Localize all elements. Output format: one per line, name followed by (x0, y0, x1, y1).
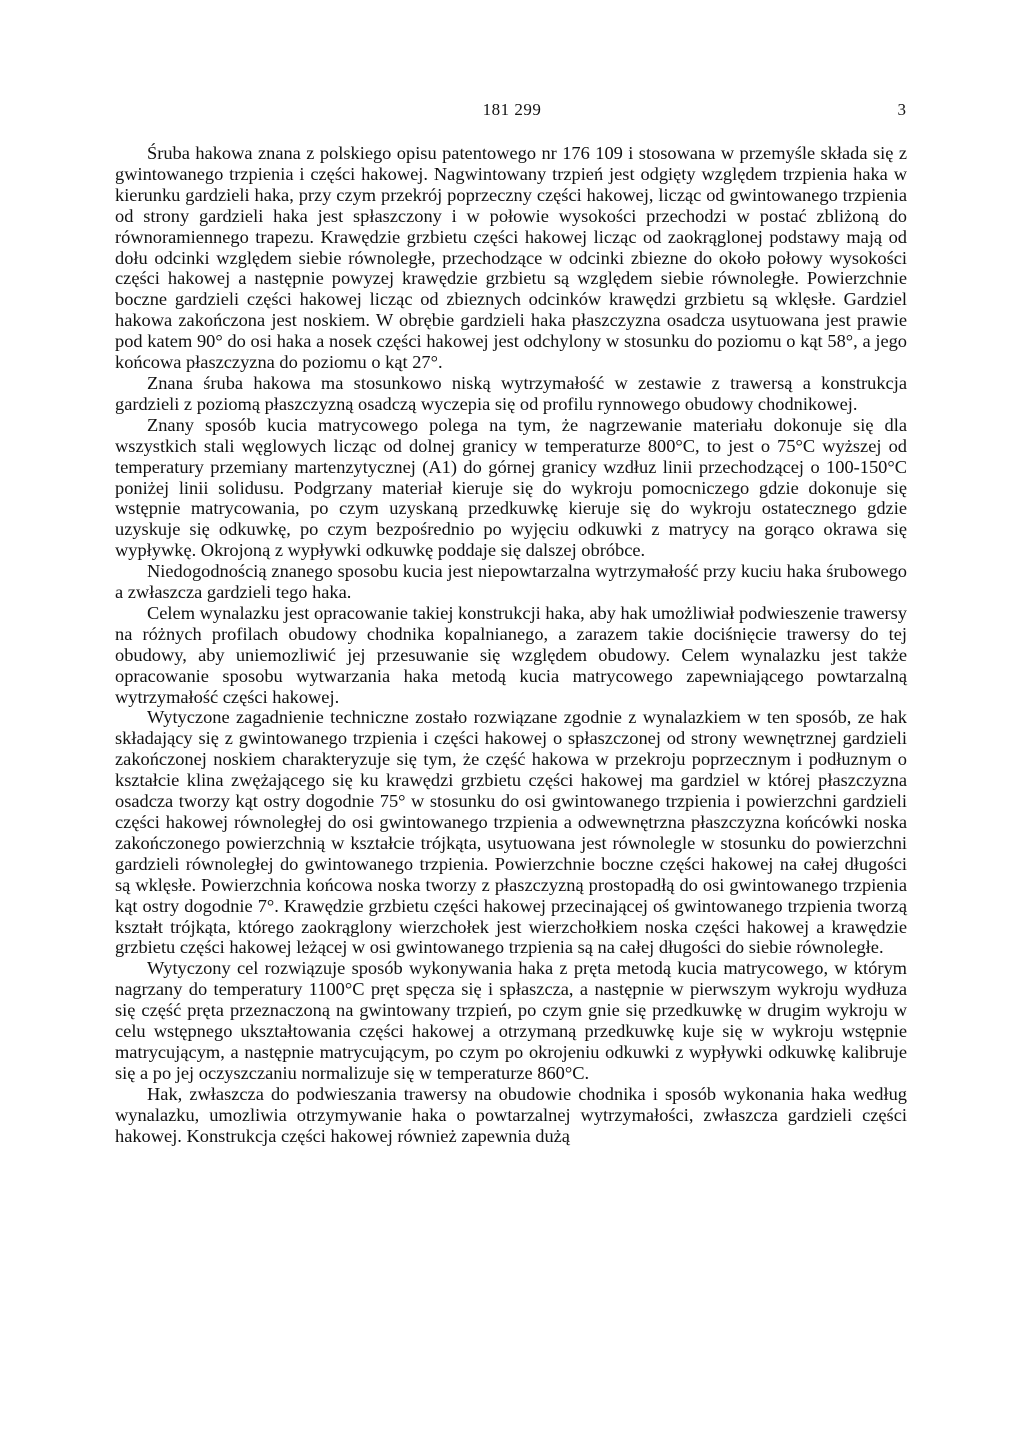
patent-number: 181 299 (482, 100, 542, 119)
paragraph-drawback: Niedogodnością znanego sposobu kucia jest niepowtarzalna wytrzymałość przy kuciu haka śrubowego a zwłaszcza gardzieli tego haka. (115, 561, 907, 603)
paragraph-technical-solution: Wytyczone zagadnienie techniczne zostało rozwiązane zgodnie z wynalazkiem w ten sposób, ze hak składający się z gwintowanego trzpienia i części hakowej o spłaszczonej od strony wewnętrznej gardzieli zakończonej noskiem charakteryzuje się tym, że część hakowa w przekroju poprzecznym i podłuznym o kształcie klina zwężającego się ku krawędzi grzbietu części hakowej ma gardziel w której płaszczyzna osadcza tworzy kąt ostry dogodnie 75° w stosunku do osi gwintowanego trzpienia i powierzchni gardzieli części hakowej równoległej do osi gwintowanego trzpienia a odwewnętrzna płaszczyzna końcówki noska zakończonego powierzchnią w kształcie trójkąta, usytuowana jest równolegle w stosunku do powierzchni gardzieli równoległej do gwintowanego trzpienia. Powierzchnie boczne części hakowej na całej długości są wklęsłe. Powierzchnia końcowa noska tworzy z płaszczyzną prostopadłą do osi gwintowanego trzpienia kąt ostry dogodnie 7°. Krawędzie grzbietu części hakowej przecinającej oś gwintowanego trzpienia tworzą kształt trójkąta, którego zaokrąglony wierzchołek jest wierzchołkiem noska części hakowej a krawędzie grzbietu części hakowej leżącej w osi gwintowanego trzpienia są na całej długości do siebie równoległe. (115, 707, 907, 958)
document-body (115, 143, 907, 1147)
paragraph-advantages: Hak, zwłaszcza do podwieszania trawersy na obudowie chodnika i sposób wykonania haka według wynalazku, umozliwia otrzymywanie haka o powtarzalnej wytrzymałości, zwłaszcza gardzieli części hakowej. Konstrukcja części hakowej również zapewnia dużą (115, 1083, 907, 1146)
paragraph-method: Wytyczony cel rozwiązuje sposób wykonywania haka z pręta metodą kucia matrycowego, w którym nagrzany do temperatury 1100°C pręt spęcza się i spłaszcza, a następnie w pierwszym wykroju wydłuza się część pręta przeznaczoną na gwintowany trzpień, po czym gnie się przedkuwkę w drugim wykroju w celu wstępnego ukształtowania części hakowej a otrzymaną przedkuwkę kuje się w wykroju wstępnie matrycującym, a następnie matrycującym, po czym po okrojeniu odkuwki z wypływki odkuwkę kalibruje się a po jej oczyszczaniu normalizuje się w temperaturze 860°C. (115, 958, 907, 1083)
paragraph-known-forging-method: Znany sposób kucia matrycowego polega na tym, że nagrzewanie materiału dokonuje się dla wszystkich stali węglowych licząc od dolnej granicy w temperaturze 800°C, to jest o 75°C wyższej od temperatury przemiany martenzytycznej (A1) do górnej granicy wzdłuz linii przechodzącej o 100-150°C poniżej linii solidusu. Podgrzany materiał kieruje się do wykroju pomocniczego gdzie dokonuje się wstępnie matrycowania, po czym uzyskaną przedkuwkę kieruje się do wykroju ostatecznego gdzie uzyskuje się odkuwkę, po czym bezpośrednio po wyjęciu odkuwki z matrycy na gorąco okrawa się wypływkę. Okrojoną z wypływki odkuwkę poddaje się dalszej obróbce. (115, 414, 907, 561)
page-number: 3 (897, 100, 906, 119)
page-header (0, 100, 1024, 124)
paragraph-known-strength: Znana śruba hakowa ma stosunkowo niską wytrzymałość w zestawie z trawersą a konstrukcja gardzieli z poziomą płaszczyzną osadczą wyczepia się od profilu rynnowego obudowy chodnikowej. (115, 372, 907, 414)
paragraph-invention-goal: Celem wynalazku jest opracowanie takiej konstrukcji haka, aby hak umożliwiał podwieszenie trawersy na różnych profilach obudowy chodnika kopalnianego, a zarazem takie dociśnięcie trawersy do tej obudowy, aby uniemozliwić jej przesuwanie się względem obudowy. Celem wynalazku jest także opracowanie sposobu wytwarzania haka metodą kucia matrycowego zapewniającego powtarzalną wytrzymałość części hakowej. (115, 602, 907, 707)
paragraph-known-hook-screw: Śruba hakowa znana z polskiego opisu patentowego nr 176 109 i stosowana w przemyśle składa się z gwintowanego trzpienia i części hakowej. Nagwintowany trzpień jest odgięty względem trzpienia haka w kierunku gardzieli haka, przy czym przekrój poprzeczny części hakowej, licząc od gwintowanego trzpienia od strony gardzieli haka jest spłaszczony i w połowie wysokości przechodzi w postać zbliżoną do równoramiennego trapezu. Krawędzie grzbietu części hakowej licząc od zaokrąglonej podstawy mają od dołu odcinki względem siebie równoległe, przechodzące w odcinki zbiezne do około połowy wysokości części hakowej a następnie powyzej krawędzie grzbietu są względem siebie równoległe. Powierzchnie boczne gardzieli części hakowej licząc od zbieznych odcinków krawędzi grzbietu są wklęsłe. Gardziel hakowa zakończona jest noskiem. W obrębie gardzieli haka płaszczyzna osadcza usytuowana jest prawie pod katem 90° do osi haka a nosek części hakowej jest odchylony w stosunku do poziomu o kąt 58°, a jego końcowa płaszczyzna do poziomu o kąt 27°. (115, 143, 907, 373)
